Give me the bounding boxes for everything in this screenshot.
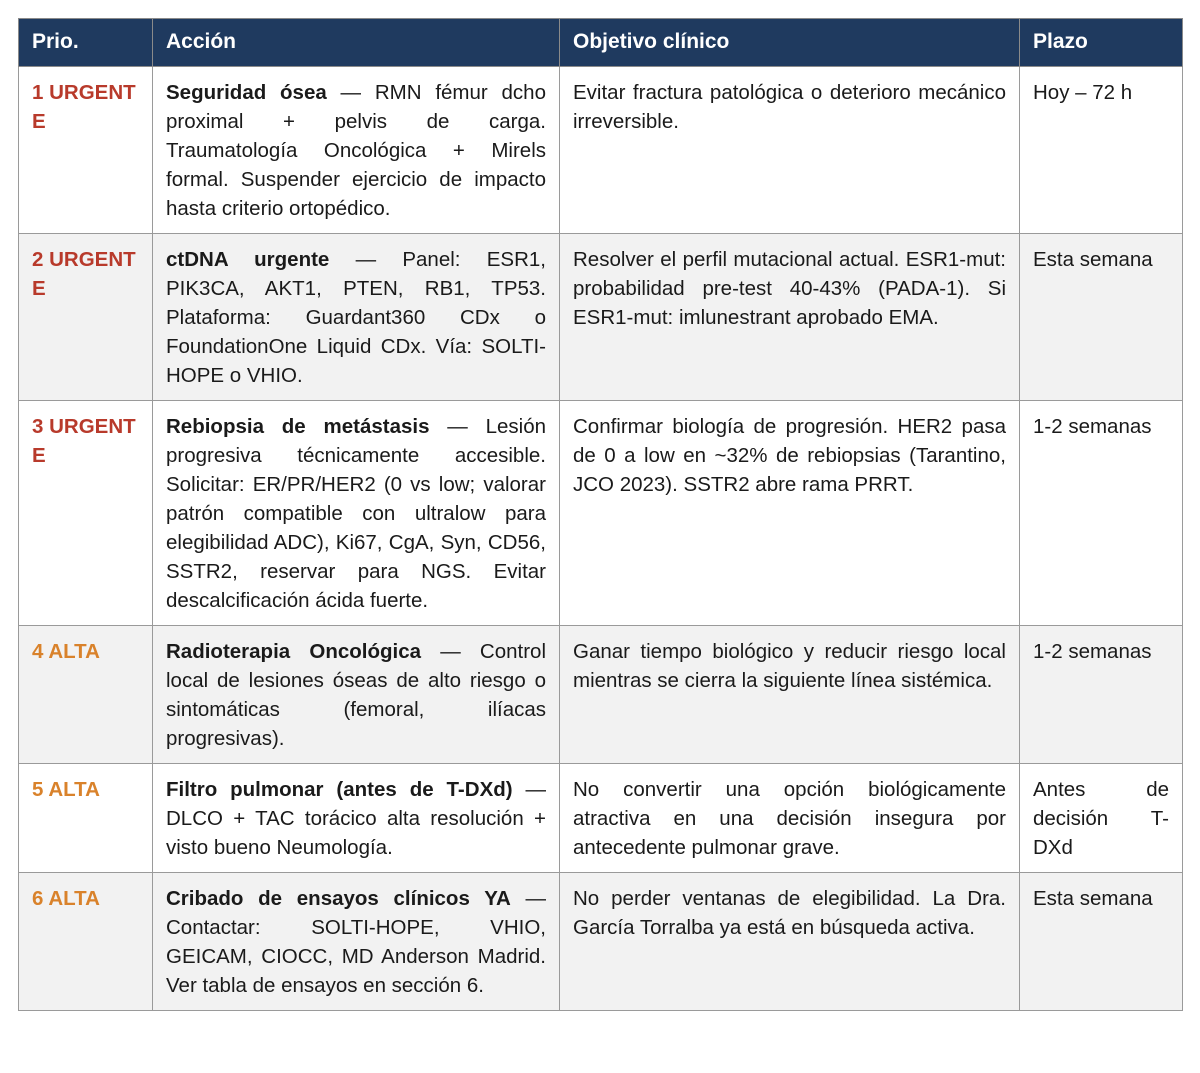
priority-cell: 3 URGENTE — [19, 401, 153, 626]
table-row — [19, 234, 1183, 401]
action-cell — [153, 873, 560, 1011]
action-title: Radioterapia Oncológica — [166, 640, 422, 663]
table-row — [19, 67, 1183, 234]
priority-cell: 4 ALTA — [19, 626, 153, 764]
table-row — [19, 873, 1183, 1011]
action-plan-table-wrapper — [18, 18, 1182, 1011]
action-title: ctDNA urgente — [166, 248, 330, 271]
deadline-cell: 1-2 semanas — [1020, 626, 1183, 764]
action-text: — Panel: ESR1, PIK3CA, AKT1, PTEN, RB1, TP53. Plataforma: Guardant360 CDx o FoundationOne Liquid CDx. Vía: SOLTI-HOPE o VHIO. — [166, 248, 547, 387]
header-row — [19, 19, 1183, 67]
action-text: — DLCO + TAC torácico alta resolución + visto bueno Neumología. — [166, 778, 546, 859]
deadline-cell: Esta semana — [1020, 873, 1183, 1011]
action-cell — [153, 67, 560, 234]
action-text: — Lesión progresiva técnicamente accesible. Solicitar: ER/PR/HER2 (0 vs low; valorar patrón compatible con ultralow para elegibilidad ADC), Ki67, CgA, Syn, CD56, SSTR2, reservar para NGS. Evitar descalcificación ácida fuerte. — [166, 415, 546, 612]
table-body — [19, 67, 1183, 1011]
deadline-cell: Esta semana — [1020, 234, 1183, 401]
action-text: — Contactar: SOLTI-HOPE, VHIO, GEICAM, CIOCC, MD Anderson Madrid. Ver tabla de ensayos en sección 6. — [166, 887, 546, 997]
priority-cell: 6 ALTA — [19, 873, 153, 1011]
table-header — [19, 19, 1183, 67]
table-row — [19, 626, 1183, 764]
priority-cell: 5 ALTA — [19, 764, 153, 873]
objective-cell: No convertir una opción biológicamente atractiva en una decisión insegura por antecedente pulmonar grave. — [560, 764, 1020, 873]
header-prio: Prio. — [19, 19, 153, 67]
objective-cell: Ganar tiempo biológico y reducir riesgo local mientras se cierra la siguiente línea sistémica. — [560, 626, 1020, 764]
action-title: Filtro pulmonar (antes de T-DXd) — [166, 778, 513, 801]
action-text: — RMN fémur dcho proximal + pelvis de carga. Traumatología Oncológica + Mirels formal. Suspender ejercicio de impacto hasta criterio ortopédico. — [166, 81, 546, 220]
priority-cell: 2 URGENTE — [19, 234, 153, 401]
action-text: — Control local de lesiones óseas de alto riesgo o sintomáticas (femoral, ilíacas progresivas). — [166, 640, 547, 750]
deadline-cell: Antes de decisión T-DXd — [1020, 764, 1183, 873]
action-cell — [153, 234, 560, 401]
objective-cell: No perder ventanas de elegibilidad. La Dra. García Torralba ya está en búsqueda activa. — [560, 873, 1020, 1011]
action-cell — [153, 401, 560, 626]
header-objetivo: Objetivo clínico — [560, 19, 1020, 67]
action-plan-table — [18, 18, 1183, 1011]
table-row — [19, 401, 1183, 626]
header-accion: Acción — [153, 19, 560, 67]
action-cell — [153, 764, 560, 873]
objective-cell: Confirmar biología de progresión. HER2 pasa de 0 a low en ~32% de rebiopsias (Tarantino, JCO 2023). SSTR2 abre rama PRRT. — [560, 401, 1020, 626]
deadline-cell: Hoy – 72 h — [1020, 67, 1183, 234]
header-plazo: Plazo — [1020, 19, 1183, 67]
objective-cell: Evitar fractura patológica o deterioro mecánico irreversible. — [560, 67, 1020, 234]
action-title: Rebiopsia de metástasis — [166, 415, 430, 438]
action-cell — [153, 626, 560, 764]
priority-cell: 1 URGENTE — [19, 67, 153, 234]
table-row — [19, 764, 1183, 873]
action-title: Cribado de ensayos clínicos YA — [166, 887, 511, 910]
objective-cell: Resolver el perfil mutacional actual. ESR1-mut: probabilidad pre-test 40-43% (PADA-1). Si ESR1-mut: imlunestrant aprobado EMA. — [560, 234, 1020, 401]
deadline-cell: 1-2 semanas — [1020, 401, 1183, 626]
action-title: Seguridad ósea — [166, 81, 327, 104]
